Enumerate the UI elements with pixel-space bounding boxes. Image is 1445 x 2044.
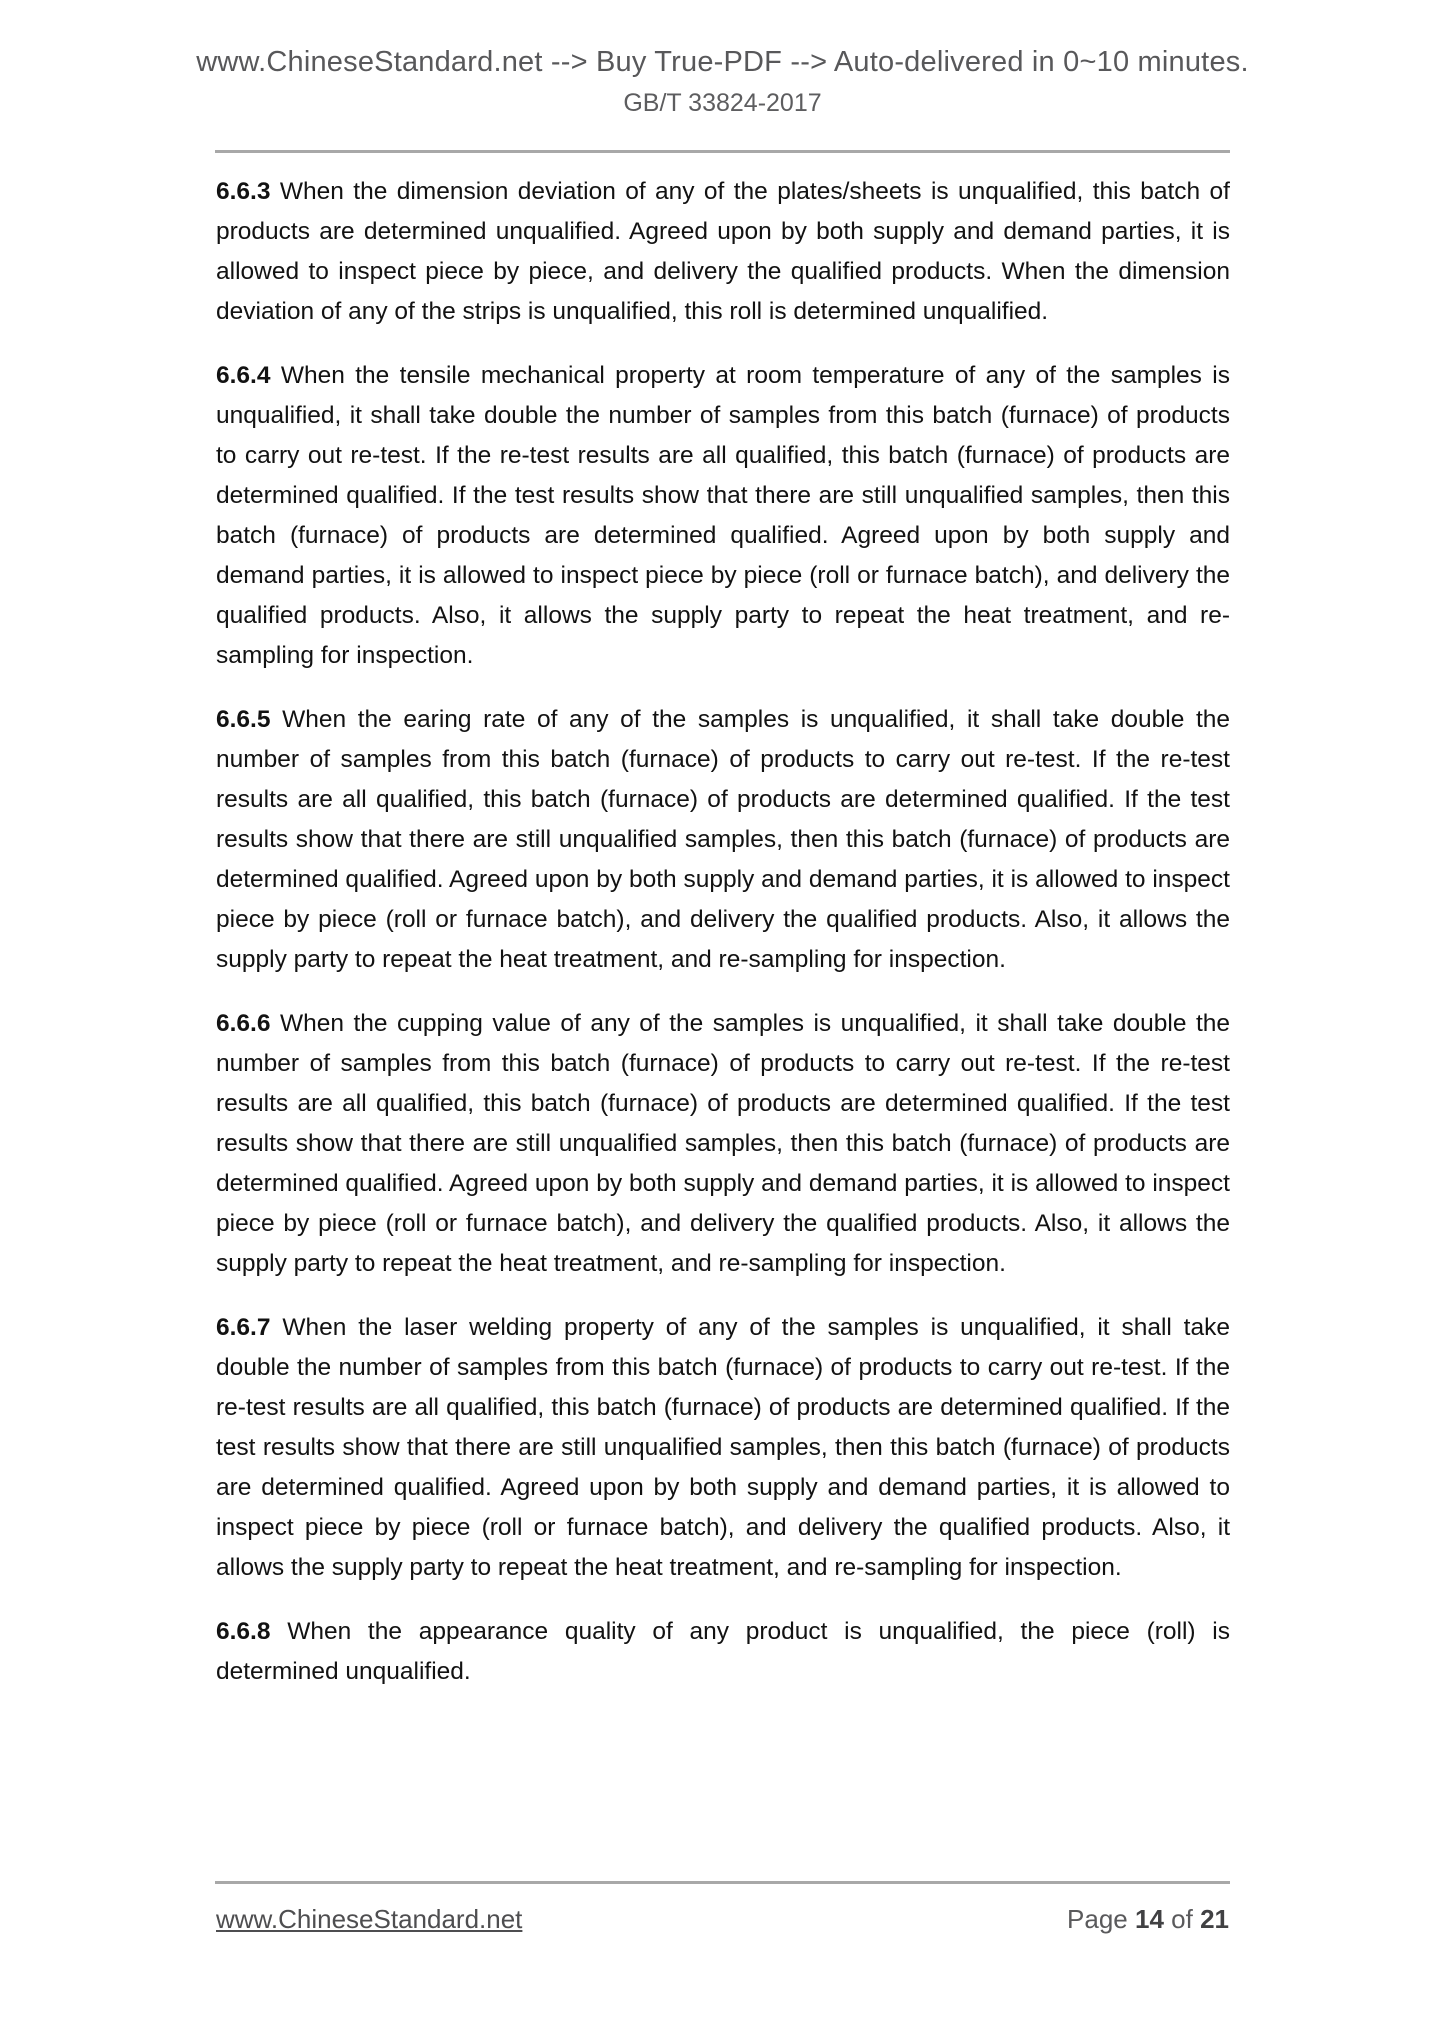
footer-divider — [215, 1881, 1230, 1884]
clause-text: When the dimension deviation of any of the plates/sheets is unqualified, this batch of products are determined unqualified. Agreed upon by both supply and demand parties, it is allowed to inspect piece by piece, and delivery the qualified products. When the dimension deviation of any of the strips is unqualified, this roll is determined unqualified. — [216, 178, 1230, 325]
clause-paragraph-6-6-7 — [216, 1308, 1230, 1588]
site-link[interactable]: www.ChineseStandard.net — [216, 1904, 523, 1934]
clause-text: When the tensile mechanical property at room temperature of any of the samples is unqualified, it shall take double the number of samples from this batch (furnace) of products to carry out re-test. If the re-test results are all qualified, this batch (furnace) of products are determined qualified. If the test results show that there are still unqualified samples, then this batch (furnace) of products are determined qualified. Agreed upon by both supply and demand parties, it is allowed to inspect piece by piece (roll or furnace batch), and delivery the qualified products. Also, it allows the supply party to repeat the heat treatment, and re-sampling for inspection. — [216, 362, 1230, 669]
page-indicator-total: 21 — [1200, 1904, 1229, 1934]
clause-text: When the laser welding property of any of the samples is unqualified, it shall take double the number of samples from this batch (furnace) of products to carry out re-test. If the re-test results are all qualified, this batch (furnace) of products are determined qualified. If the test results show that there are still unqualified samples, then this batch (furnace) of products are determined qualified. Agreed upon by both supply and demand parties, it is allowed to inspect piece by piece (roll or furnace batch), and delivery the qualified products. Also, it allows the supply party to repeat the heat treatment, and re-sampling for inspection. — [216, 1314, 1230, 1581]
clause-paragraph-6-6-8 — [216, 1612, 1230, 1692]
clause-paragraph-6-6-3 — [216, 172, 1230, 332]
standard-number: GB/T 33824-2017 — [623, 89, 822, 117]
clause-text: When the cupping value of any of the samples is unqualified, it shall take double the number of samples from this batch (furnace) of products to carry out re-test. If the re-test results are all qualified, this batch (furnace) of products are determined qualified. If the test results show that there are still unqualified samples, then this batch (furnace) of products are determined qualified. Agreed upon by both supply and demand parties, it is allowed to inspect piece by piece (roll or furnace batch), and delivery the qualified products. Also, it allows the supply party to repeat the heat treatment, and re-sampling for inspection. — [216, 1010, 1230, 1277]
clause-paragraph-6-6-6 — [216, 1004, 1230, 1284]
document-body — [216, 172, 1230, 1716]
clause-number: 6.6.4 — [216, 362, 271, 389]
page-indicator — [1067, 1903, 1229, 1935]
clause-number: 6.6.8 — [216, 1618, 271, 1645]
clause-number: 6.6.7 — [216, 1314, 271, 1341]
page-indicator-separator: of — [1171, 1904, 1193, 1934]
clause-paragraph-6-6-5 — [216, 700, 1230, 980]
clause-text: When the earing rate of any of the samples is unqualified, it shall take double the number of samples from this batch (furnace) of products to carry out re-test. If the re-test results are all qualified, this batch (furnace) of products are determined qualified. If the test results show that there are still unqualified samples, then this batch (furnace) of products are determined qualified. Agreed upon by both supply and demand parties, it is allowed to inspect piece by piece (roll or furnace batch), and delivery the qualified products. Also, it allows the supply party to repeat the heat treatment, and re-sampling for inspection. — [216, 706, 1230, 973]
clause-text: When the appearance quality of any product is unqualified, the piece (roll) is determined unqualified. — [216, 1618, 1230, 1685]
clause-paragraph-6-6-4 — [216, 356, 1230, 676]
page-header — [0, 44, 1445, 118]
clause-number: 6.6.5 — [216, 706, 271, 733]
header-divider — [215, 150, 1230, 153]
header-promo-line: www.ChineseStandard.net --> Buy True-PDF --> Auto-delivered in 0~10 minutes. — [196, 46, 1249, 78]
clause-number: 6.6.3 — [216, 178, 271, 205]
page-indicator-current: 14 — [1135, 1904, 1164, 1934]
clause-number: 6.6.6 — [216, 1010, 271, 1037]
page-indicator-prefix: Page — [1067, 1904, 1128, 1934]
